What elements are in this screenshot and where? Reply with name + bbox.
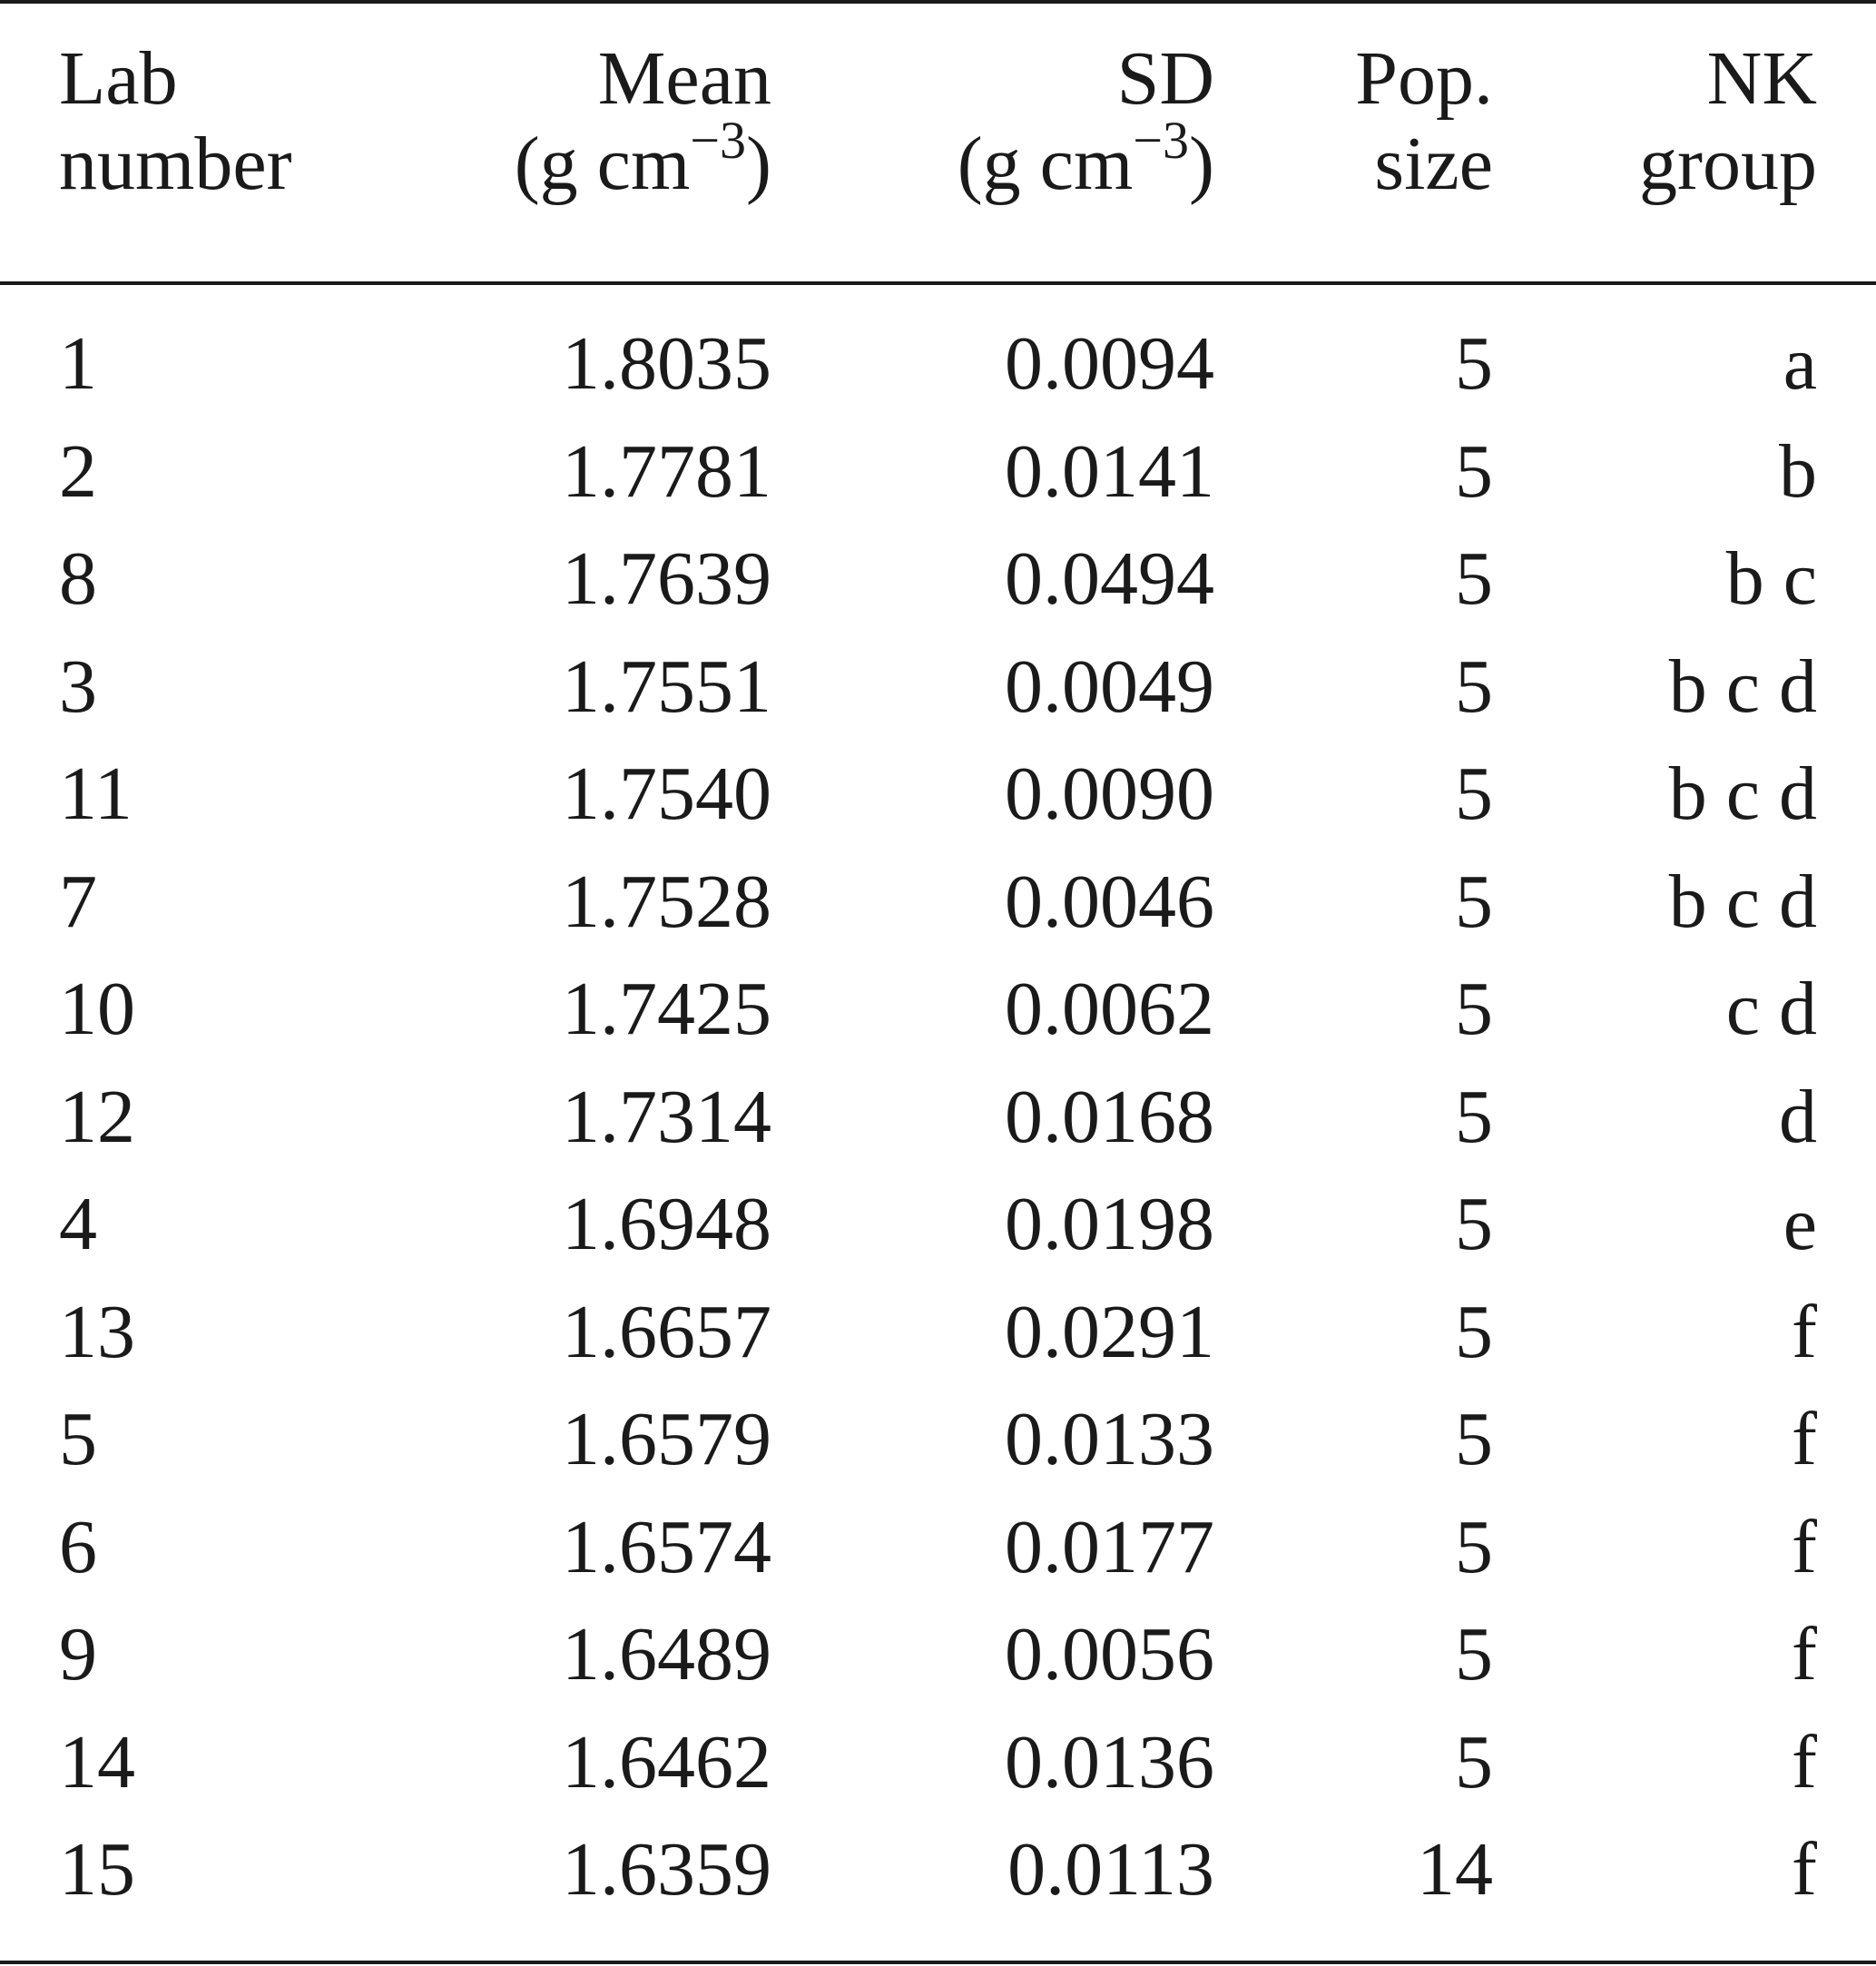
table-row bbox=[0, 1709, 1876, 1817]
header-sd-unit bbox=[957, 111, 1214, 214]
table-header bbox=[0, 36, 1876, 254]
cell-sd: 0.0090 bbox=[1005, 752, 1214, 836]
cell-mean: 1.6462 bbox=[562, 1719, 771, 1804]
cell-sd: 0.0141 bbox=[1005, 428, 1214, 514]
cell-lab: 11 bbox=[59, 752, 133, 836]
cell-mean: 1.7540 bbox=[562, 752, 771, 836]
cell-nk: f bbox=[1792, 1827, 1817, 1912]
header-mean-unit-base: (g cm bbox=[514, 122, 691, 206]
cell-sd: 0.0136 bbox=[1005, 1719, 1214, 1804]
cell-nk: b c d bbox=[1668, 752, 1817, 836]
cell-sd: 0.0046 bbox=[1005, 859, 1214, 944]
header-sd bbox=[958, 36, 1214, 214]
header-nk-group bbox=[1639, 36, 1817, 207]
table-row bbox=[0, 849, 1876, 957]
header-mean-unit-close: ) bbox=[746, 122, 771, 206]
cell-mean: 1.7551 bbox=[562, 644, 771, 729]
table-row bbox=[0, 1601, 1876, 1709]
header-pop-line1: Pop. bbox=[1355, 36, 1493, 121]
cell-mean: 1.6489 bbox=[562, 1612, 771, 1696]
cell-pop: 5 bbox=[1455, 752, 1493, 836]
table-top-rule bbox=[0, 0, 1876, 4]
table-header-rule bbox=[0, 281, 1876, 285]
cell-lab: 3 bbox=[59, 644, 97, 729]
cell-mean: 1.6657 bbox=[562, 1289, 771, 1374]
cell-lab: 8 bbox=[59, 536, 97, 621]
cell-pop: 5 bbox=[1455, 1719, 1493, 1804]
cell-lab: 10 bbox=[59, 967, 135, 1051]
cell-mean: 1.7639 bbox=[562, 536, 771, 621]
cell-lab: 1 bbox=[59, 321, 97, 406]
cell-lab: 9 bbox=[59, 1612, 97, 1696]
cell-nk: f bbox=[1792, 1504, 1817, 1589]
header-lab-line1: Lab bbox=[59, 36, 178, 121]
cell-pop: 14 bbox=[1417, 1827, 1493, 1912]
cell-sd: 0.0056 bbox=[1005, 1612, 1214, 1696]
table-row bbox=[0, 310, 1876, 418]
table-row bbox=[0, 1494, 1876, 1602]
cell-mean: 1.7528 bbox=[562, 859, 771, 944]
cell-mean: 1.6948 bbox=[562, 1182, 771, 1266]
header-lab-number bbox=[59, 36, 292, 207]
cell-sd: 0.0291 bbox=[1005, 1289, 1214, 1374]
cell-sd: 0.0049 bbox=[1005, 644, 1214, 729]
table-row bbox=[0, 1171, 1876, 1279]
cell-lab: 4 bbox=[59, 1182, 97, 1266]
cell-sd: 0.0113 bbox=[1007, 1827, 1214, 1912]
cell-pop: 5 bbox=[1455, 1182, 1493, 1266]
cell-nk: e bbox=[1783, 1182, 1817, 1266]
cell-nk: f bbox=[1792, 1397, 1817, 1481]
cell-lab: 12 bbox=[59, 1074, 135, 1159]
cell-pop: 5 bbox=[1455, 1074, 1493, 1159]
cell-pop: 5 bbox=[1455, 536, 1493, 621]
cell-lab: 2 bbox=[59, 428, 97, 514]
header-nk-line2: group bbox=[1639, 122, 1817, 206]
cell-mean: 1.7314 bbox=[562, 1074, 771, 1159]
header-mean-unit bbox=[514, 111, 771, 214]
cell-lab: 7 bbox=[59, 859, 97, 944]
table-bottom-rule bbox=[0, 1961, 1876, 1964]
cell-lab: 13 bbox=[59, 1289, 135, 1374]
cell-nk: f bbox=[1792, 1719, 1817, 1804]
table-row bbox=[0, 634, 1876, 742]
cell-nk: b bbox=[1779, 428, 1817, 514]
cell-nk: a bbox=[1783, 321, 1817, 406]
cell-sd: 0.0494 bbox=[1005, 536, 1214, 621]
cell-nk: d bbox=[1779, 1074, 1817, 1159]
cell-mean: 1.8035 bbox=[562, 321, 771, 406]
header-mean bbox=[515, 36, 771, 214]
header-pop-size bbox=[1355, 36, 1493, 207]
cell-nk: c d bbox=[1725, 967, 1817, 1051]
cell-mean: 1.6579 bbox=[562, 1397, 771, 1481]
cell-pop: 5 bbox=[1455, 1397, 1493, 1481]
header-sd-line1: SD bbox=[1116, 36, 1214, 121]
cell-pop: 5 bbox=[1455, 967, 1493, 1051]
cell-sd: 0.0062 bbox=[1005, 967, 1214, 1051]
cell-sd: 0.0168 bbox=[1005, 1074, 1214, 1159]
cell-nk: f bbox=[1792, 1289, 1817, 1374]
header-sd-unit-base: (g cm bbox=[957, 122, 1134, 206]
header-sd-unit-exp: −3 bbox=[1133, 111, 1190, 170]
cell-lab: 5 bbox=[59, 1397, 97, 1481]
cell-mean: 1.6574 bbox=[562, 1504, 771, 1589]
table-row bbox=[0, 741, 1876, 849]
table-row bbox=[0, 526, 1876, 634]
cell-pop: 5 bbox=[1455, 859, 1493, 944]
table-row bbox=[0, 1816, 1876, 1924]
cell-pop: 5 bbox=[1455, 1504, 1493, 1589]
cell-mean: 1.7425 bbox=[562, 967, 771, 1051]
table-body bbox=[0, 310, 1876, 1924]
header-lab-line2: number bbox=[59, 122, 292, 206]
cell-sd: 0.0133 bbox=[1005, 1397, 1214, 1481]
table-row bbox=[0, 418, 1876, 526]
cell-nk: b c d bbox=[1668, 859, 1817, 944]
cell-pop: 5 bbox=[1455, 1612, 1493, 1696]
cell-nk: b c bbox=[1725, 536, 1817, 621]
table-row bbox=[0, 1064, 1876, 1172]
cell-pop: 5 bbox=[1455, 644, 1493, 729]
header-nk-line1: NK bbox=[1706, 36, 1817, 121]
cell-sd: 0.0177 bbox=[1005, 1504, 1214, 1589]
cell-lab: 6 bbox=[59, 1504, 97, 1589]
cell-mean: 1.6359 bbox=[562, 1827, 771, 1912]
cell-sd: 0.0198 bbox=[1005, 1182, 1214, 1266]
header-sd-unit-close: ) bbox=[1189, 122, 1214, 206]
cell-nk: b c d bbox=[1668, 644, 1817, 729]
cell-lab: 15 bbox=[59, 1827, 135, 1912]
cell-mean: 1.7781 bbox=[562, 428, 771, 514]
header-mean-line1: Mean bbox=[597, 36, 771, 121]
cell-pop: 5 bbox=[1455, 321, 1493, 406]
table-row bbox=[0, 1279, 1876, 1387]
cell-lab: 14 bbox=[59, 1719, 135, 1804]
cell-nk: f bbox=[1792, 1612, 1817, 1696]
cell-pop: 5 bbox=[1455, 1289, 1493, 1374]
cell-sd: 0.0094 bbox=[1005, 321, 1214, 406]
table-row bbox=[0, 956, 1876, 1064]
header-mean-unit-exp: −3 bbox=[690, 111, 747, 170]
table-row bbox=[0, 1386, 1876, 1494]
header-pop-line2: size bbox=[1374, 122, 1493, 206]
cell-pop: 5 bbox=[1455, 428, 1493, 514]
